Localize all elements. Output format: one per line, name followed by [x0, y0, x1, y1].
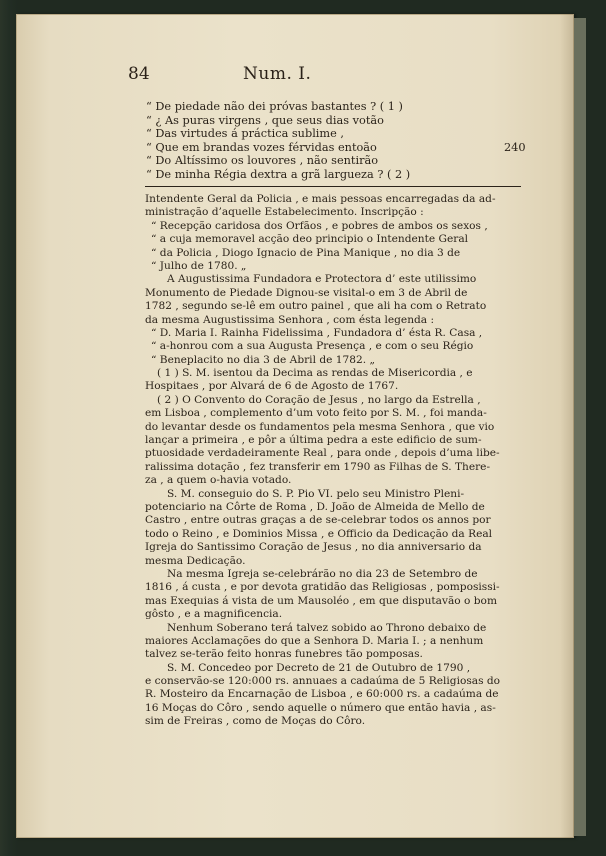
text-line: gôsto , e a magnificencia.: [145, 608, 283, 621]
text-line: “ D. Maria I. Rainha Fidelissima , Fundadora d’ ésta R. Casa ,: [151, 326, 483, 339]
text-line: 1782 , segundo se-lê em outro painel , que ali ha com o Retrato: [145, 300, 487, 313]
text-line: ministração d’aquelle Estabelecimento. Inscripção :: [145, 206, 424, 219]
text-line: da mesma Augustissima Senhora , com ésta legenda :: [145, 313, 435, 326]
text-line: Intendente Geral da Policia , e mais pessoas encarregadas da ad-: [145, 193, 496, 205]
text-line: “ Beneplacito no dia 3 de Abril de 1782. „: [151, 353, 375, 366]
text-line: mesma Dedicação.: [145, 554, 246, 567]
text-line: “ a-honrou com a sua Augusta Presença , e com o seu Régio: [151, 340, 474, 353]
verse-line: [146, 141, 536, 155]
text-line: A Augustissima Fundadora e Protectora d’ este utilissimo: [167, 273, 477, 286]
text-line: 16 Moças do Côro , sendo aquelle o número que então havia , as-: [145, 701, 496, 714]
text-line: e conservão-se 120:000 rs. annuaes a cadaúma de 5 Religiosas do: [145, 675, 501, 688]
page-number: 84: [128, 64, 150, 84]
text-line: sim de Freiras , como de Moças do Côro.: [145, 715, 366, 728]
footnote-rule: [145, 186, 521, 187]
text-line: R. Mosteiro da Encarnação de Lisboa , e 60:000 rs. a cadaúma de: [145, 688, 499, 701]
text-line: za , a quem o-havia votado.: [145, 474, 292, 487]
text-line: “ da Policia , Diogo Ignacio de Pina Manique , no dia 3 de: [151, 246, 461, 259]
running-head: Num. I.: [243, 64, 312, 84]
verse-block: [146, 100, 536, 182]
verse-line-number: 240: [504, 140, 526, 154]
text-line: “ Recepção caridosa dos Orfãos , e pobres de ambos os sexos ,: [151, 219, 488, 232]
text-line: Nenhum Soberano terá talvez sobido ao Throno debaixo de: [167, 621, 487, 634]
text-line: lançar a primeira , e pôr a última pedra a este edificio de sum-: [145, 434, 482, 447]
text-line: ptuosidade verdadeiramente Real , para onde , depois d’uma libe-: [145, 447, 500, 460]
text-line: talvez se-terão feito honras funebres tão pomposas.: [145, 648, 423, 661]
verse-line: “ De piedade não dei próvas bastantes ? ( 1 ): [146, 100, 403, 113]
text-line: todo o Reino , e Dominios Missa , e Officio da Dedicação da Real: [145, 527, 493, 540]
text-line: em Lisboa , complemento d’um voto feito por S. M. , foi manda-: [145, 407, 487, 420]
text-line: Na mesma Igreja se-celebrárão no dia 23 de Setembro de: [167, 567, 478, 580]
verse-line-text: “ Que em brandas vozes férvidas entoão: [146, 140, 377, 154]
text-line: potenciario na Côrte de Roma , D. João de Almeida de Mello de: [145, 500, 485, 513]
text-line: “ Julho de 1780. „: [151, 259, 247, 272]
verse-line: “ De minha Régia dextra a grã largueza ? ( 2 ): [146, 167, 411, 181]
text-line: ( 2 ) O Convento do Coração de Jesus , no largo da Estrella ,: [157, 393, 481, 406]
text-line: do levantar desde os fundamentos pela mesma Senhora , que vio: [145, 420, 495, 433]
text-line: ( 1 ) S. M. isentou da Decima as rendas de Misericordia , e: [157, 367, 473, 380]
verse-line: “ ¿ As puras virgens , que seus dias votão: [146, 113, 384, 127]
text-line: 1816 , á custa , e por devota gratidão das Religiosas , pomposissi-: [145, 581, 500, 594]
text-line: mas Exequias á vista de um Mausoléo , em que disputavão o bom: [145, 594, 497, 607]
text-line: Hospitaes , por Alvará de 6 de Agosto de 1767.: [145, 380, 399, 393]
footnote-text: [145, 193, 523, 729]
text-line: S. M. conseguio do S. P. Pio VI. pelo seu Ministro Pleni-: [167, 487, 465, 500]
text-line: Monumento de Piedade Dignou-se visital-o em 3 de Abril de: [145, 286, 468, 299]
text-line: “ a cuja memoravel acção deo principio o Intendente Geral: [151, 233, 469, 246]
text-line: Castro , entre outras graças a de se-celebrar todos os annos por: [145, 514, 491, 527]
verse-line: “ Do Altíssimo os louvores , não sentirão: [146, 154, 379, 168]
page-edge: [574, 18, 586, 836]
text-line: maiores Acclamações do que a Senhora D. Maria I. ; a nenhum: [145, 634, 484, 647]
text-line: S. M. Concedeo por Decreto de 21 de Outubro de 1790 ,: [167, 661, 471, 674]
text-line: Igreja do Santissimo Coração de Jesus , no dia anniversario da: [145, 541, 482, 554]
text-line: ralissima dotação , fez transferir em 1790 as Filhas de S. There-: [145, 460, 491, 473]
verse-line: “ Das virtudes á práctica sublime ,: [146, 127, 344, 141]
